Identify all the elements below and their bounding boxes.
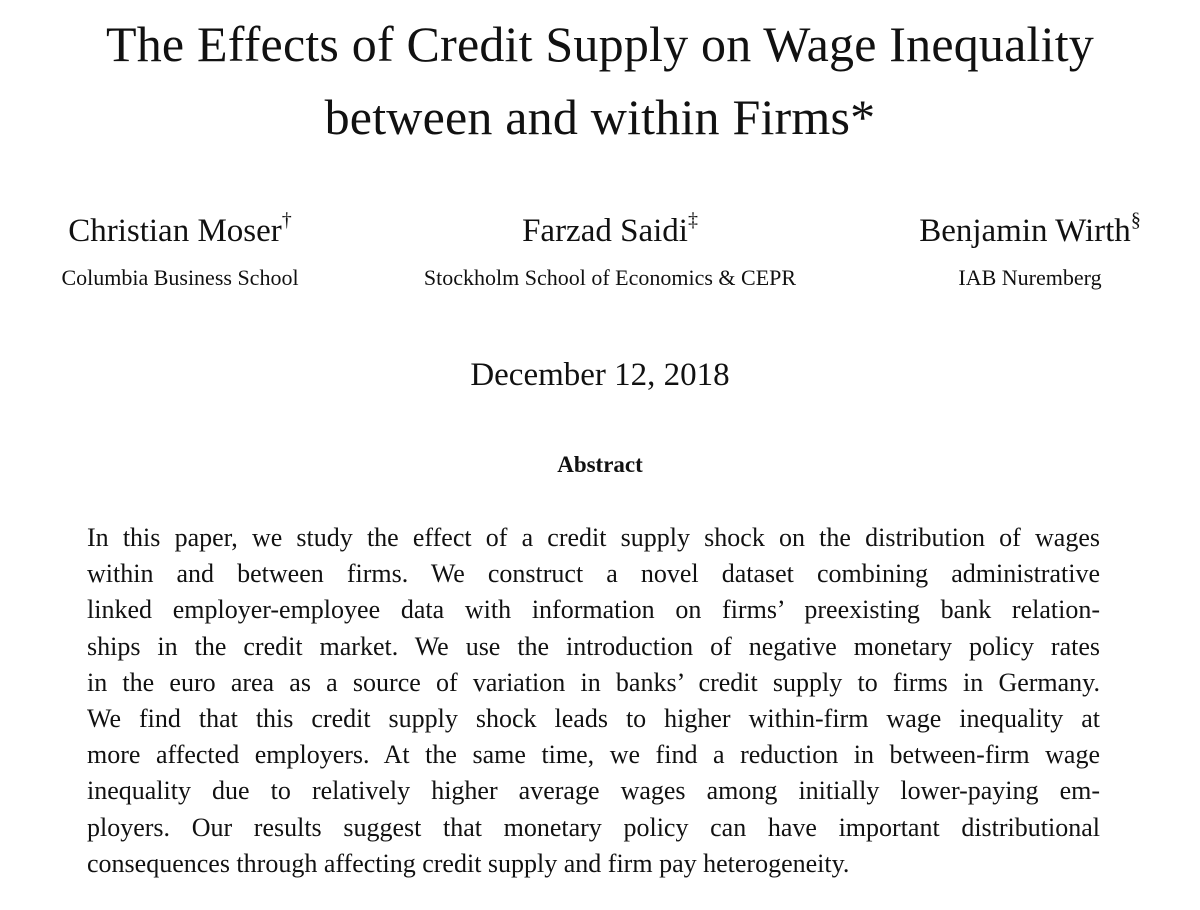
author-footnote-mark: § bbox=[1130, 209, 1141, 231]
author-footnote-mark: † bbox=[281, 209, 292, 231]
author-name bbox=[30, 209, 330, 250]
author-3 bbox=[880, 209, 1180, 291]
abstract-line: ployers. Our results suggest that monetary policy can have important distributional bbox=[87, 812, 1100, 842]
abstract-line: more affected employers. At the same time, we find a reduction in between-firm wage bbox=[87, 740, 1100, 770]
publication-date: December 12, 2018 bbox=[470, 357, 730, 393]
author-name-text: Christian Moser bbox=[68, 213, 282, 249]
abstract-line: We find that this credit supply shock leads to higher within-firm wage inequality at bbox=[87, 703, 1100, 733]
author-name bbox=[380, 209, 840, 250]
author-affiliation: Stockholm School of Economics & CEPR bbox=[423, 265, 797, 290]
author-affiliation: Columbia Business School bbox=[61, 265, 299, 290]
author-2 bbox=[380, 209, 840, 291]
author-name bbox=[880, 209, 1180, 250]
abstract-line: linked employer-employee data with information on firms’ preexisting bank relation- bbox=[87, 595, 1100, 625]
paper-title-line-2: between and within Firms* bbox=[324, 89, 876, 145]
author-block bbox=[0, 209, 1200, 312]
author-1 bbox=[30, 209, 330, 291]
author-name-text: Benjamin Wirth bbox=[919, 213, 1131, 249]
abstract-line: within and between firms. We construct a novel dataset combining administrative bbox=[87, 559, 1100, 589]
abstract-line: consequences through affecting credit supply and firm pay heterogeneity. bbox=[87, 848, 850, 878]
abstract-line: inequality due to relatively higher average wages among initially lower-paying em- bbox=[87, 776, 1100, 806]
paper-title-line-1: The Effects of Credit Supply on Wage Inequality bbox=[105, 16, 1094, 72]
author-footnote-mark: ‡ bbox=[687, 209, 698, 231]
abstract-line: ships in the credit market. We use the introduction of negative monetary policy rates bbox=[87, 631, 1100, 661]
author-affiliation: IAB Nuremberg bbox=[958, 265, 1102, 290]
abstract-body bbox=[87, 520, 1100, 882]
abstract-line: in the euro area as a source of variation in banks’ credit supply to firms in Germany. bbox=[87, 667, 1100, 697]
abstract-heading: Abstract bbox=[557, 452, 643, 477]
abstract-line: In this paper, we study the effect of a credit supply shock on the distribution of wages bbox=[87, 523, 1100, 552]
author-name-text: Farzad Saidi bbox=[522, 213, 688, 249]
